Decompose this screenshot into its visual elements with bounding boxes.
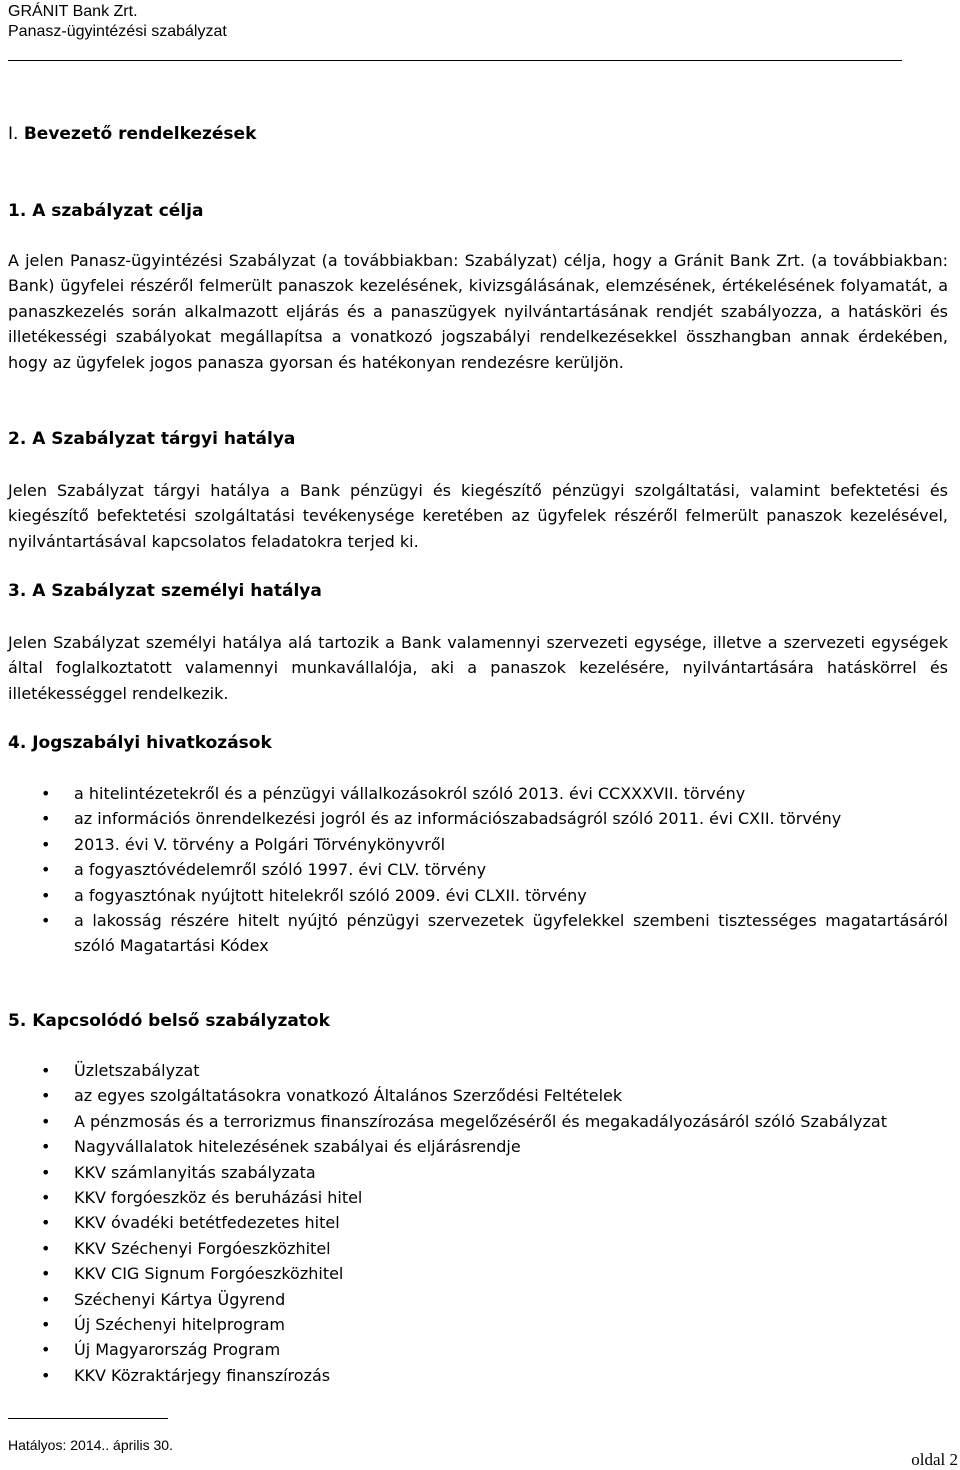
bullet-icon: • xyxy=(41,1264,51,1284)
list-item: • KKV forgóeszköz és beruházási hitel xyxy=(8,1185,948,1210)
section-4-heading: 4. Jogszabályi hivatkozások xyxy=(8,733,272,753)
chapter-title: Bevezető rendelkezések xyxy=(23,124,257,144)
list-item: • az információs önrendelkezési jogról és az információszabadságról szóló 2011. évi CXII. törvény xyxy=(8,806,948,831)
bullet-icon: • xyxy=(41,1238,51,1258)
section-3-text: Jelen Szabályzat személyi hatálya alá tartozik a Bank valamennyi szervezeti egysége, illetve a szervezeti egységek által foglalkoztatott valamennyi munkavállalója, aki a panaszok kezelésére, nyilvántartására hatáskörrel és illetékességgel rendelkezik. xyxy=(8,633,948,703)
list-item: • KKV CIG Signum Forgóeszközhitel xyxy=(8,1261,948,1286)
section-1-text: A jelen Panasz-ügyintézési Szabályzat (a továbbiakban: Szabályzat) célja, hogy a Gránit Bank Zrt. (a továbbiakban: Bank) ügyfelei részéről felmerült panaszok kezelésének, kivizsgálásának, elemzésének, értékelésének folyamatát, a panaszkezelés során alkalmazott eljárás és a panaszügyek nyilvántartásának rendjét szabályozza, a hatásköri és illetékességi szabályokat megállapítsa a vonatkozó jogszabályi rendelkezésekkel összhangban annak érdekében, hogy az ügyfelek jogos panasza gyorsan és hatékonyan rendezésre kerüljön. xyxy=(8,251,948,372)
list-item: • KKV Közraktárjegy finanszírozás xyxy=(8,1363,948,1388)
bullet-icon: • xyxy=(41,784,51,803)
bullet-icon: • xyxy=(41,1061,51,1080)
header-company: GRÁNIT Bank Zrt. xyxy=(8,3,138,20)
bullet-icon: • xyxy=(41,911,51,931)
chapter-heading xyxy=(8,123,256,145)
bullet-icon: • xyxy=(41,1188,51,1208)
internal-regulations-list xyxy=(8,1058,948,1388)
list-item: • KKV Széchenyi Forgóeszközhitel xyxy=(8,1236,948,1261)
bullet-icon: • xyxy=(41,809,51,829)
section-1-heading: 1. A szabályzat célja xyxy=(8,201,204,221)
legal-references-list xyxy=(8,781,948,959)
footer-rule xyxy=(8,1418,168,1419)
section-3-heading: 3. A Szabályzat személyi hatálya xyxy=(8,581,322,601)
list-item: • a fogyasztóvédelemről szóló 1997. évi CLV. törvény xyxy=(8,857,948,882)
bullet-icon: • xyxy=(41,885,51,905)
chapter-number: I. xyxy=(8,124,19,144)
list-item: • Új Széchenyi hitelprogram xyxy=(8,1312,948,1337)
bullet-icon: • xyxy=(41,1213,51,1233)
bullet-icon: • xyxy=(41,1365,51,1385)
list-item: • Széchenyi Kártya Ügyrend xyxy=(8,1287,948,1312)
section-2-text: Jelen Szabályzat tárgyi hatálya a Bank pénzügyi és kiegészítő pénzügyi szolgáltatási, valamint befektetési és kiegészítő befektetési szolgáltatási tevékenysége keretében az ügyfelek részéről felmerült panaszok kezelésével, nyilvántartásával kapcsolatos feladatokra terjed ki. xyxy=(8,481,948,551)
list-item: • 2013. évi V. törvény a Polgári Törvénykönyvről xyxy=(8,832,948,857)
bullet-icon: • xyxy=(41,1111,51,1131)
bullet-icon: • xyxy=(41,1162,51,1182)
section-2-heading: 2. A Szabályzat tárgyi hatálya xyxy=(8,429,296,449)
bullet-icon: • xyxy=(41,1315,51,1335)
list-item: • Új Magyarország Program xyxy=(8,1337,948,1362)
header-doc-title: Panasz-ügyintézési szabályzat xyxy=(8,23,227,40)
bullet-icon: • xyxy=(41,1137,51,1157)
list-item: • KKV számlanyitás szabályzata xyxy=(8,1160,948,1185)
section-5-heading: 5. Kapcsolódó belső szabályzatok xyxy=(8,1011,330,1031)
list-item: • a lakosság részére hitelt nyújtó pénzügyi szervezetek ügyfelekkel szembeni tisztességes magatartásáról szóló Magatartási Kódex xyxy=(8,908,948,959)
list-item: • a fogyasztónak nyújtott hitelekről szóló 2009. évi CLXII. törvény xyxy=(8,883,948,908)
list-item: • A pénzmosás és a terrorizmus finanszírozása megelőzéséről és megakadályozásáról szóló Szabályzat xyxy=(8,1109,948,1134)
footer-effective-date: Hatályos: 2014.. április 30. xyxy=(8,1437,173,1453)
page-number: oldal 2 xyxy=(911,1450,958,1469)
bullet-icon: • xyxy=(41,1086,51,1106)
bullet-icon: • xyxy=(41,1340,51,1360)
list-item: • KKV óvadéki betétfedezetes hitel xyxy=(8,1210,948,1235)
bullet-icon: • xyxy=(41,860,51,880)
bullet-icon: • xyxy=(41,834,51,854)
bullet-icon: • xyxy=(41,1289,51,1309)
header-rule xyxy=(8,60,902,61)
list-item: • Üzletszabályzat xyxy=(8,1058,948,1083)
list-item: • Nagyvállalatok hitelezésének szabályai és eljárásrendje xyxy=(8,1134,948,1159)
list-item: • az egyes szolgáltatásokra vonatkozó Általános Szerződési Feltételek xyxy=(8,1083,948,1108)
list-item: • a hitelintézetekről és a pénzügyi vállalkozásokról szóló 2013. évi CCXXXVII. törvény xyxy=(8,781,948,806)
